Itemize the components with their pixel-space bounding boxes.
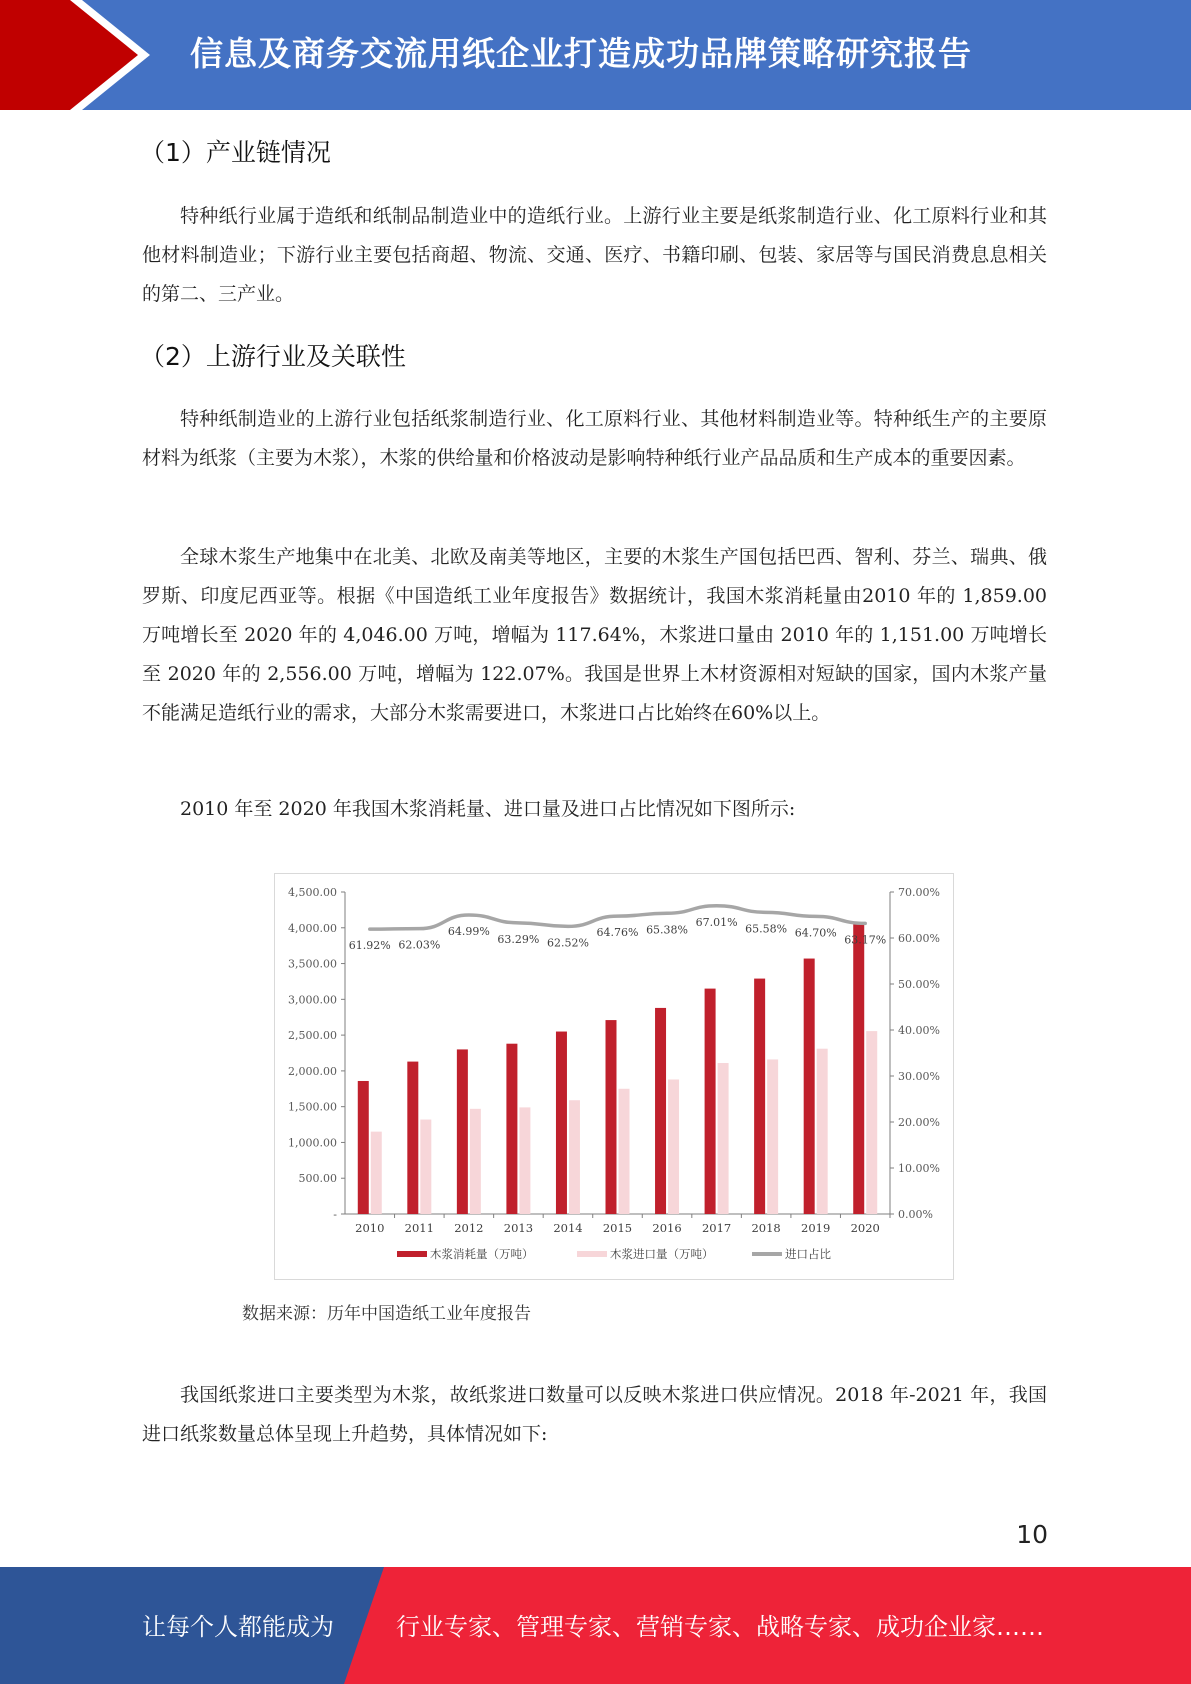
page-footer <box>0 1567 1191 1684</box>
bar-import-2013 <box>519 1107 530 1214</box>
x-axis-tick-label: 2017 <box>701 1221 732 1235</box>
left-axis-tick-label: - <box>333 1208 337 1221</box>
paragraph-industry-chain: 特种纸行业属于造纸和纸制品制造业中的造纸行业。上游行业主要是纸浆制造行业、化工原料行业和其他材料制造业；下游行业主要包括商超、物流、交通、医疗、书籍印刷、包装、家居等与国民消费息息相关的第二、三产业。 <box>142 205 1047 305</box>
right-axis-tick-label: 30.00% <box>898 1070 940 1083</box>
import-share-data-label: 61.92% <box>348 939 391 953</box>
x-axis-tick-label: 2012 <box>454 1221 484 1235</box>
x-axis-tick-label: 2010 <box>355 1221 385 1235</box>
right-axis-tick-label: 20.00% <box>898 1116 940 1129</box>
wood-pulp-chart-svg <box>275 874 953 1279</box>
bar-consumption-2017 <box>705 989 716 1214</box>
bar-consumption-2018 <box>754 979 765 1214</box>
left-axis-tick-label: 3,500.00 <box>288 957 337 971</box>
bar-import-2018 <box>767 1059 778 1214</box>
import-share-data-label: 65.38% <box>646 923 689 937</box>
page-number: 10 <box>1016 1520 1048 1549</box>
left-axis-tick-label: 2,000.00 <box>288 1064 337 1078</box>
legend-label-0: 木浆消耗量（万吨） <box>430 1247 534 1261</box>
import-share-data-label: 63.17% <box>844 933 887 947</box>
right-axis-tick-label: 10.00% <box>898 1162 940 1175</box>
left-axis-tick-label: 3,000.00 <box>288 993 337 1007</box>
footer-slogan-right: 行业专家、管理专家、营销专家、战略专家、成功企业家…… <box>396 1613 1044 1641</box>
legend-label-2: 进口占比 <box>785 1247 831 1261</box>
bar-consumption-2011 <box>407 1062 418 1214</box>
bar-import-2016 <box>668 1079 679 1214</box>
section-heading-industry-chain: （1）产业链情况 <box>140 138 331 167</box>
import-share-data-label: 64.99% <box>447 925 490 939</box>
x-axis-tick-label: 2020 <box>850 1221 880 1235</box>
x-axis-tick-label: 2018 <box>751 1221 781 1235</box>
bar-import-2020 <box>866 1031 877 1214</box>
section-heading-upstream: （2）上游行业及关联性 <box>140 342 406 371</box>
import-share-data-label: 64.70% <box>794 926 837 940</box>
bar-import-2012 <box>470 1109 481 1214</box>
import-share-data-label: 67.01% <box>695 915 738 929</box>
page-header <box>0 0 1191 110</box>
bar-consumption-2014 <box>556 1032 567 1214</box>
x-axis-tick-label: 2011 <box>404 1221 434 1235</box>
bar-consumption-2019 <box>804 959 815 1214</box>
paragraph-wood-pulp-stats: 全球木浆生产地集中在北美、北欧及南美等地区，主要的木浆生产国包括巴西、智利、芬兰、瑞典、俄罗斯、印度尼西亚等。根据《中国造纸工业年度报告》数据统计，我国木浆消耗量由2010 年的 1,859.00 万吨增长至 2020 年的 4,046.00 万吨，增幅为 117.64%，木浆进口量由 2010 年的 1,151.00 万吨增长至 2020 年的 2,556.00 万吨，增幅为 122.07%。我国是世界上木材资源相对短缺的国家，国内木浆产量不能满足造纸行业的需求，大部分木浆需要进口，木浆进口占比始终在60%以上。 <box>142 546 1047 724</box>
paragraph-upstream-overview: 特种纸制造业的上游行业包括纸浆制造行业、化工原料行业、其他材料制造业等。特种纸生产的主要原材料为纸浆（主要为木浆），木浆的供给量和价格波动是影响特种纸行业产品品质和生产成本的重要因素。 <box>142 408 1047 469</box>
left-axis-tick-label: 500.00 <box>298 1172 337 1186</box>
x-axis-tick-label: 2019 <box>801 1221 831 1235</box>
bar-consumption-2015 <box>606 1020 617 1214</box>
bar-consumption-2010 <box>358 1081 369 1214</box>
right-axis-tick-label: 70.00% <box>898 886 940 899</box>
left-axis-tick-label: 1,500.00 <box>288 1100 337 1114</box>
x-axis-tick-label: 2013 <box>503 1221 534 1235</box>
bar-import-2014 <box>569 1100 580 1214</box>
left-axis-tick-label: 4,000.00 <box>288 921 337 935</box>
bar-consumption-2016 <box>655 1008 666 1214</box>
footer-slogan-left: 让每个人都能成为 <box>142 1613 334 1641</box>
report-title: 信息及商务交流用纸企业打造成功品牌策略研究报告 <box>190 34 972 73</box>
bar-consumption-2012 <box>457 1049 468 1214</box>
paragraph-pulp-import: 我国纸浆进口主要类型为木浆，故纸浆进口数量可以反映木浆进口供应情况。2018 年-2021 年，我国进口纸浆数量总体呈现上升趋势，具体情况如下: <box>142 1384 1047 1445</box>
paragraph-chart-intro: 2010 年至 2020 年我国木浆消耗量、进口量及进口占比情况如下图所示: <box>180 798 796 820</box>
import-share-data-label: 64.76% <box>596 926 639 940</box>
bar-consumption-2020 <box>853 924 864 1214</box>
right-axis-tick-label: 60.00% <box>898 932 940 945</box>
left-axis-tick-label: 1,000.00 <box>288 1136 337 1150</box>
bar-import-2010 <box>371 1132 382 1214</box>
left-axis-tick-label: 4,500.00 <box>288 886 337 899</box>
import-share-data-label: 62.52% <box>546 936 589 950</box>
legend-swatch-1 <box>577 1251 607 1257</box>
legend-swatch-0 <box>397 1251 427 1257</box>
x-axis-tick-label: 2016 <box>652 1221 682 1235</box>
bar-import-2011 <box>420 1120 431 1214</box>
right-axis-tick-label: 50.00% <box>898 978 940 991</box>
bar-import-2015 <box>619 1089 630 1214</box>
import-share-data-label: 65.58% <box>745 922 788 936</box>
import-share-data-label: 62.03% <box>398 938 441 952</box>
chart-source-note: 数据来源：历年中国造纸工业年度报告 <box>242 1304 531 1324</box>
x-axis-tick-label: 2015 <box>602 1221 633 1235</box>
left-axis-tick-label: 2,500.00 <box>288 1029 337 1043</box>
bar-import-2017 <box>718 1063 729 1214</box>
wood-pulp-chart <box>274 873 954 1280</box>
bar-import-2019 <box>817 1049 828 1214</box>
x-axis-tick-label: 2014 <box>553 1221 583 1235</box>
import-share-data-label: 63.29% <box>497 932 540 946</box>
right-axis-tick-label: 0.00% <box>898 1208 933 1221</box>
right-axis-tick-label: 40.00% <box>898 1024 940 1037</box>
bar-consumption-2013 <box>506 1044 517 1214</box>
legend-label-1: 木浆进口量（万吨） <box>610 1247 714 1261</box>
